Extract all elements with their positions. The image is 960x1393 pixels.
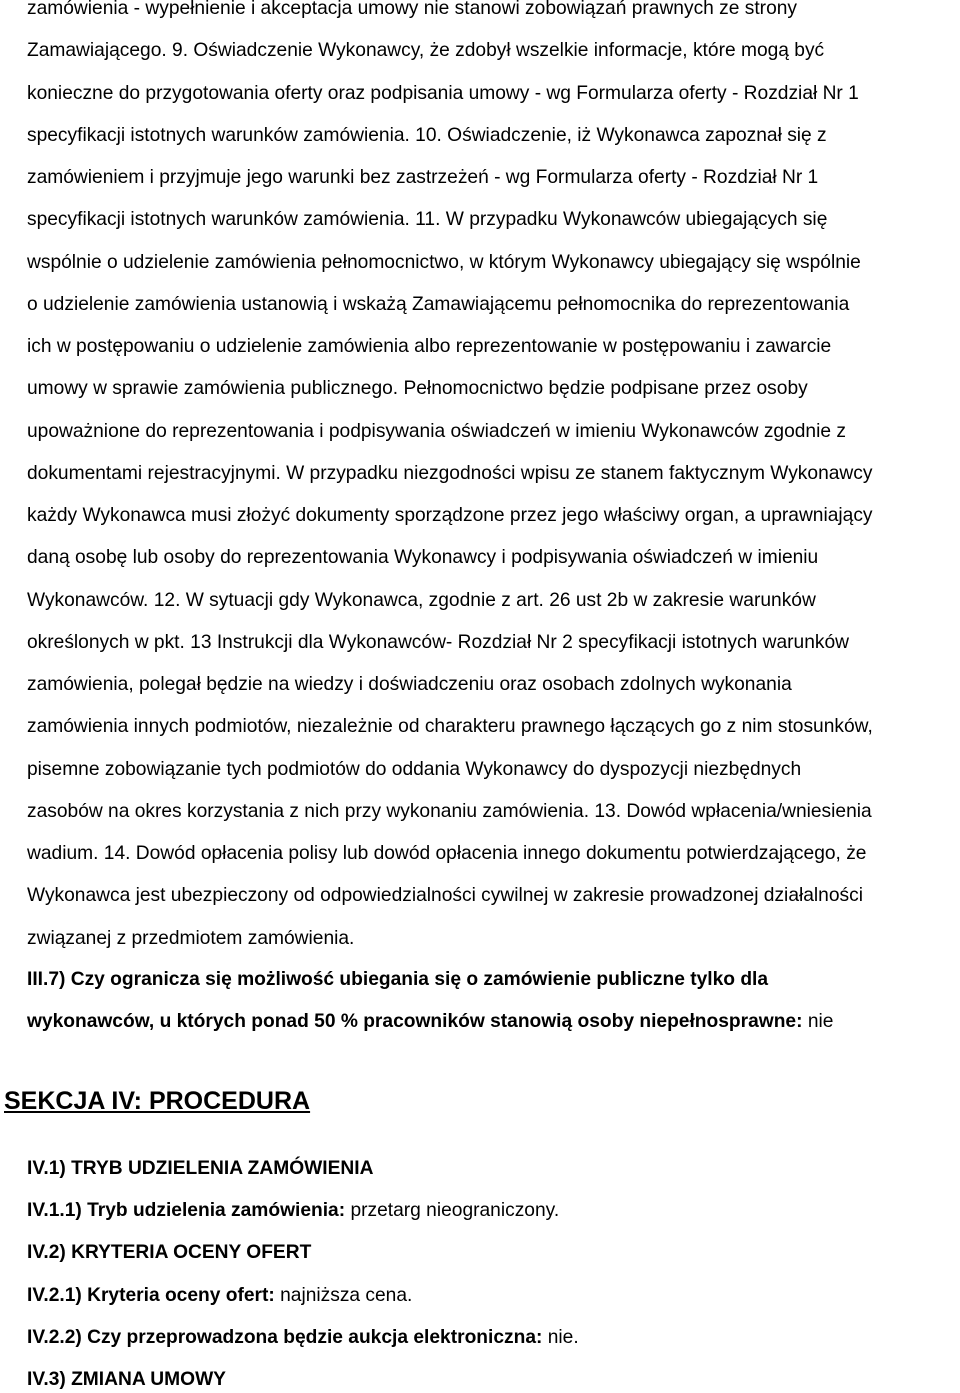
body-line-2: Zamawiającego. 9. Oświadczenie Wykonawcy, że zdobył wszelkie informacje, które mogą być [27, 40, 825, 61]
section-heading: SEKCJA IV: PROCEDURA [4, 1087, 311, 1115]
body-line-18: zamówienia innych podmiotów, niezależnie od charakteru prawnego łączących go z nim stosunków, [27, 716, 873, 737]
body-line-4: specyfikacji istotnych warunków zamówienia. 10. Oświadczenie, iż Wykonawca zapoznał się z [27, 125, 827, 146]
body-line-16: określonych w pkt. 13 Instrukcji dla Wykonawców- Rozdział Nr 2 specyfikacji istotnych warunków [27, 632, 849, 653]
question-iii7-label: wykonawców, u których ponad 50 % pracowników stanowią osoby niepełnosprawne: [27, 1011, 803, 1032]
body-line-1: zamówienia - wypełnienie i akceptacja umowy nie stanowi zobowiązań prawnych ze strony [27, 0, 798, 19]
body-line-8: o udzielenie zamówienia ustanowią i wskażą Zamawiającemu pełnomocnika do reprezentowania [27, 294, 850, 315]
body-line-21: wadium. 14. Dowód opłacenia polisy lub dowód opłacenia innego dokumentu potwierdzającego, że [27, 843, 867, 864]
iv21-row [27, 1284, 412, 1308]
iv11-label: IV.1.1) Tryb udzielenia zamówienia: [27, 1200, 346, 1221]
iv11-value: przetarg nieograniczony. [345, 1200, 560, 1221]
body-line-3: konieczne do przygotowania oferty oraz podpisania umowy - wg Formularza oferty - Rozdział Nr 1 [27, 83, 859, 104]
iv22-row [27, 1326, 579, 1350]
iv22-label: IV.2.2) Czy przeprowadzona będzie aukcja elektroniczna: [27, 1327, 543, 1348]
body-line-9: ich w postępowaniu o udzielenie zamówienia albo reprezentowanie w postępowaniu i zawarcie [27, 336, 832, 357]
body-line-20: zasobów na okres korzystania z nich przy wykonaniu zamówienia. 13. Dowód wpłacenia/wniesienia [27, 801, 872, 822]
iv22-value: nie. [542, 1327, 579, 1348]
question-iii7-line1: III.7) Czy ogranicza się możliwość ubiegania się o zamówienie publiczne tylko dla [27, 969, 769, 990]
iv3-heading: IV.3) ZMIANA UMOWY [27, 1369, 226, 1390]
body-line-6: specyfikacji istotnych warunków zamówienia. 11. W przypadku Wykonawców ubiegających się [27, 209, 828, 230]
body-line-17: zamówienia, polegał będzie na wiedzy i doświadczeniu oraz osobach zdolnych wykonania [27, 674, 792, 695]
body-line-15: Wykonawców. 12. W sytuacji gdy Wykonawca, zgodnie z art. 26 ust 2b w zakresie warunków [27, 590, 816, 611]
body-line-22: Wykonawca jest ubezpieczony od odpowiedzialności cywilnej w zakresie prowadzonej działalności [27, 885, 863, 906]
iv1-heading: IV.1) TRYB UDZIELENIA ZAMÓWIENIA [27, 1158, 374, 1179]
body-line-7: wspólnie o udzielenie zamówienia pełnomocnictwo, w którym Wykonawcy ubiegający się wspólnie [27, 252, 861, 273]
question-iii7-answer: nie [802, 1011, 834, 1032]
body-line-13: każdy Wykonawca musi złożyć dokumenty sporządzone przez jego właściwy organ, a uprawniający [27, 505, 873, 526]
body-line-12: dokumentami rejestracyjnymi. W przypadku niezgodności wpisu ze stanem faktycznym Wykonawcy [27, 463, 873, 484]
body-line-19: pisemne zobowiązanie tych podmiotów do oddania Wykonawcy do dyspozycji niezbędnych [27, 759, 802, 780]
iv2-heading: IV.2) KRYTERIA OCENY OFERT [27, 1242, 312, 1263]
question-iii7-line2 [27, 1010, 833, 1034]
body-line-14: daną osobę lub osoby do reprezentowania Wykonawcy i podpisywania oświadczeń w imieniu [27, 547, 819, 568]
iv11-row [27, 1199, 559, 1223]
iv21-label: IV.2.1) Kryteria oceny ofert: [27, 1285, 275, 1306]
body-line-11: upoważnione do reprezentowania i podpisywania oświadczeń w imieniu Wykonawców zgodnie z [27, 421, 846, 442]
iv21-value: najniższa cena. [274, 1285, 413, 1306]
body-line-23: związanej z przedmiotem zamówienia. [27, 928, 355, 949]
body-line-5: zamówieniem i przyjmuje jego warunki bez zastrzeżeń - wg Formularza oferty - Rozdział Nr 1 [27, 167, 819, 188]
body-line-10: umowy w sprawie zamówienia publicznego. Pełnomocnictwo będzie podpisane przez osoby [27, 378, 808, 399]
